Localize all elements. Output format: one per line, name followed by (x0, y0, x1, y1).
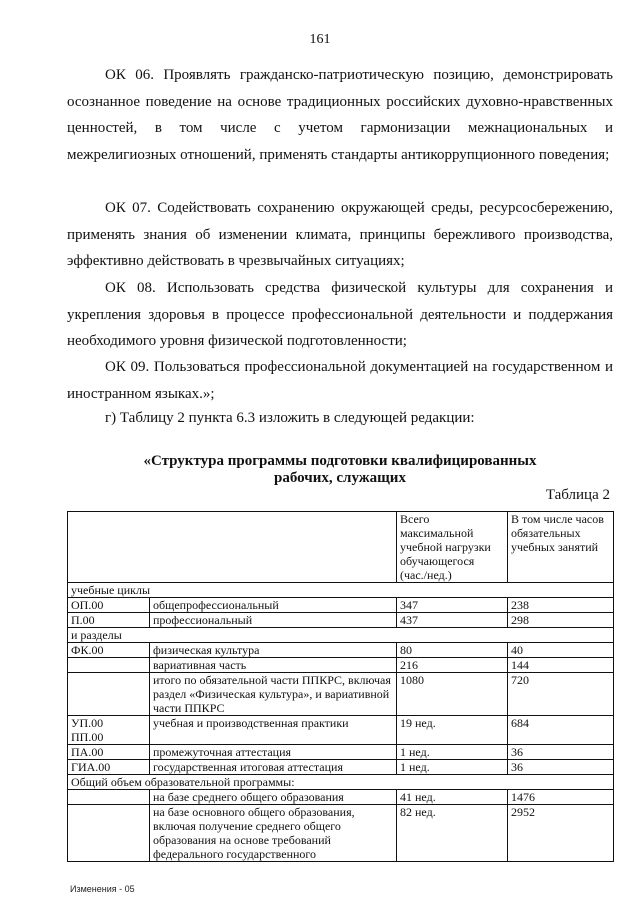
row-name: общепрофессиональный (150, 598, 397, 613)
paragraph-ok06: ОК 06. Проявлять гражданско-патриотическую позицию, демонстрировать осознанное поведение на основе традиционных российских духовно-нравственных ценностей, в том числе с учетом гармонизации межнациональных и межрелигиозных отношений, применять стандарты антикоррупционного поведения; (67, 67, 613, 163)
paragraph-ok07: ОК 07. Содействовать сохранению окружающей среды, ресурсосбережению, применять знания об изменении климата, принципы бережливого производства, эффективно действовать в чрезвычайных ситуациях; (67, 200, 613, 269)
footer-revision: Изменения - 05 (70, 884, 135, 894)
paragraph-table-instruction: г) Таблицу 2 пункта 6.3 изложить в следующей редакции: (105, 410, 475, 426)
row-mandatory: 40 (508, 643, 614, 658)
row-code (68, 673, 150, 716)
table-row (68, 658, 614, 673)
row-name: на базе основного общего образования, включая получение среднего общего образования на основе требований федерального государственного (150, 805, 397, 862)
row-total: 19 нед. (397, 716, 508, 745)
table-label: Таблица 2 (545, 487, 610, 503)
table-title-line1: «Структура программы подготовки квалифицированных (143, 453, 537, 469)
row-total: 1 нед. (397, 760, 508, 775)
paragraph-ok09: ОК 09. Пользоваться профессиональной документацией на государственном и иностранном языках.»; (67, 359, 613, 402)
row-code: ГИА.00 (68, 760, 150, 775)
table-row (68, 805, 614, 862)
row-total: 41 нед. (397, 790, 508, 805)
row-total: 80 (397, 643, 508, 658)
table-row (68, 790, 614, 805)
structure-table (67, 511, 614, 862)
row-name: учебная и производственная практики (150, 716, 397, 745)
row-code (68, 716, 150, 745)
row-name: промежуточная аттестация (150, 745, 397, 760)
row-code: ОП.00 (68, 598, 150, 613)
section-total-volume: Общий объем образовательной программы: (68, 775, 614, 790)
row-total: 1 нед. (397, 745, 508, 760)
row-mandatory: 238 (508, 598, 614, 613)
row-code: П.00 (68, 613, 150, 628)
row-mandatory: 720 (508, 673, 614, 716)
row-total: 82 нед. (397, 805, 508, 862)
row-code (68, 658, 150, 673)
row-code (68, 805, 150, 862)
row-name: профессиональный (150, 613, 397, 628)
header-empty-cell (68, 512, 397, 583)
table-row (68, 643, 614, 658)
row-total: 1080 (397, 673, 508, 716)
row-name: на базе среднего общего образования (150, 790, 397, 805)
table-section-row (68, 628, 614, 643)
table-row (68, 745, 614, 760)
table-title (100, 453, 580, 487)
row-mandatory: 1476 (508, 790, 614, 805)
table-section-row (68, 775, 614, 790)
row-code: ПА.00 (68, 745, 150, 760)
page-number: 161 (309, 32, 331, 47)
row-mandatory: 36 (508, 745, 614, 760)
row-total: 216 (397, 658, 508, 673)
row-mandatory: 298 (508, 613, 614, 628)
row-mandatory: 36 (508, 760, 614, 775)
row-code (68, 790, 150, 805)
row-mandatory: 144 (508, 658, 614, 673)
table-header-row (68, 512, 614, 583)
paragraph-ok08: ОК 08. Использовать средства физической культуры для сохранения и укрепления здоровья в процессе профессиональной деятельности и поддержания необходимого уровня физической подготовленности; (67, 280, 613, 349)
table-row (68, 598, 614, 613)
row-mandatory: 684 (508, 716, 614, 745)
table-row (68, 716, 614, 745)
row-name: итого по обязательной части ППКРС, включая раздел «Физическая культура», и вариативной части ППКРС (150, 673, 397, 716)
row-name: физическая культура (150, 643, 397, 658)
row-code: ФК.00 (68, 643, 150, 658)
section-parts: и разделы (68, 628, 614, 643)
row-code-line1: УП.00 (71, 716, 104, 730)
table-row (68, 760, 614, 775)
section-cycles: учебные циклы (68, 583, 614, 598)
table-title-line2: рабочих, служащих (274, 470, 406, 486)
row-total: 347 (397, 598, 508, 613)
row-mandatory: 2952 (508, 805, 614, 862)
table-row (68, 613, 614, 628)
table-row (68, 673, 614, 716)
row-name: государственная итоговая аттестация (150, 760, 397, 775)
header-mandatory-hours: В том числе часов обязательных учебных занятий (508, 512, 614, 583)
table-section-row (68, 583, 614, 598)
row-code-line2: ПП.00 (71, 730, 104, 744)
row-name: вариативная часть (150, 658, 397, 673)
header-total-load: Всего максимальной учебной нагрузки обучающегося (час./нед.) (397, 512, 508, 583)
row-total: 437 (397, 613, 508, 628)
